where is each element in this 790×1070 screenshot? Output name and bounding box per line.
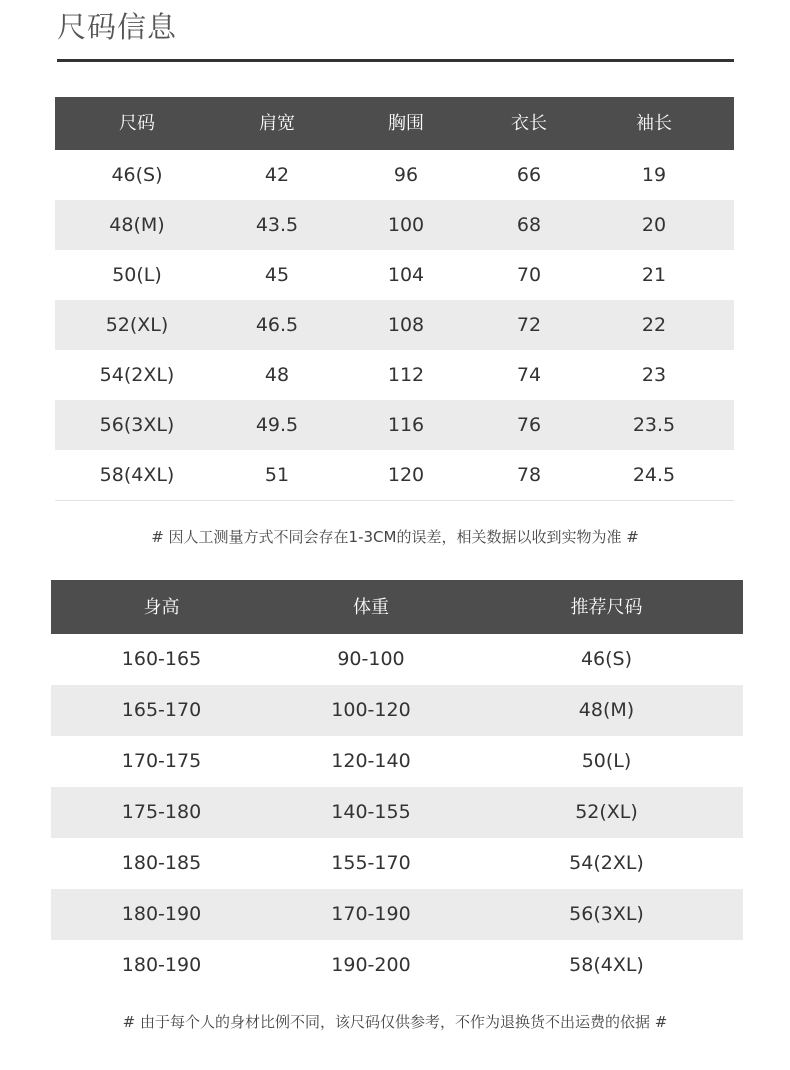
table-cell: 58(4XL) (99, 464, 175, 486)
table-cell: 120-140 (331, 750, 411, 772)
table-cell: 54(2XL) (569, 852, 644, 874)
table-cell: 120 (387, 464, 425, 486)
table-cell: 48(M) (109, 214, 165, 236)
table-cell: 76 (516, 414, 542, 436)
table-cell: 49.5 (255, 414, 299, 436)
recommend-table-header (51, 580, 743, 634)
table-row (51, 685, 743, 736)
header-cell-size: 尺码 (119, 112, 155, 134)
table-cell: 56(3XL) (99, 414, 175, 436)
table-cell: 155-170 (331, 852, 411, 874)
table-cell: 58(4XL) (569, 954, 644, 976)
table-cell: 190-200 (331, 954, 411, 976)
header-cell-recommended-size: 推荐尺码 (570, 596, 643, 618)
table-cell: 180-185 (121, 852, 202, 874)
table-row (55, 200, 734, 250)
table-row (51, 736, 743, 787)
table-cell: 23.5 (632, 414, 676, 436)
table-cell: 112 (387, 364, 425, 386)
table-row (51, 787, 743, 838)
header-cell-length: 衣长 (511, 112, 547, 134)
table-cell: 56(3XL) (569, 903, 644, 925)
table-cell: 52(XL) (575, 801, 638, 823)
table-row (55, 150, 734, 200)
table-cell: 100-120 (331, 699, 411, 721)
table-row (51, 634, 743, 685)
title-divider (57, 59, 734, 62)
table-cell: 48(M) (578, 699, 635, 721)
table-cell: 72 (516, 314, 542, 336)
table-cell: 51 (264, 464, 290, 486)
table-bottom-border (55, 500, 734, 501)
table-cell: 78 (516, 464, 542, 486)
reference-disclaimer-note: # 由于每个人的身材比例不同，该尺码仅供参考，不作为退换货不出运费的依据 # (122, 1013, 668, 1031)
table-cell: 22 (641, 314, 667, 336)
table-row (55, 450, 734, 500)
table-row (55, 400, 734, 450)
table-cell: 54(2XL) (99, 364, 175, 386)
table-cell: 116 (387, 414, 425, 436)
table-cell: 66 (516, 164, 542, 186)
table-cell: 104 (387, 264, 425, 286)
table-row (51, 889, 743, 940)
size-recommendation-table (51, 580, 743, 991)
table-cell: 50(L) (581, 750, 632, 772)
table-cell: 19 (641, 164, 667, 186)
table-cell: 90-100 (337, 648, 405, 670)
table-row (55, 250, 734, 300)
table-cell: 170-175 (121, 750, 202, 772)
table-cell: 70 (516, 264, 542, 286)
table-cell: 46(S) (580, 648, 633, 670)
size-table-header (55, 97, 734, 150)
header-cell-chest: 胸围 (388, 112, 424, 134)
table-cell: 170-190 (331, 903, 411, 925)
table-cell: 23 (641, 364, 667, 386)
table-cell: 140-155 (331, 801, 411, 823)
table-cell: 45 (264, 264, 290, 286)
table-cell: 42 (264, 164, 290, 186)
table-cell: 100 (387, 214, 425, 236)
table-cell: 52(XL) (105, 314, 169, 336)
header-cell-shoulder: 肩宽 (259, 112, 295, 134)
page-title: 尺码信息 (57, 10, 178, 44)
table-cell: 96 (393, 164, 419, 186)
table-row (51, 838, 743, 889)
table-cell: 68 (516, 214, 542, 236)
table-row (51, 940, 743, 991)
table-cell: 21 (641, 264, 667, 286)
header-cell-sleeve: 袖长 (636, 112, 672, 134)
table-cell: 24.5 (632, 464, 676, 486)
table-row (55, 350, 734, 400)
table-row (55, 300, 734, 350)
table-cell: 43.5 (255, 214, 299, 236)
table-cell: 74 (516, 364, 542, 386)
table-cell: 160-165 (121, 648, 202, 670)
header-cell-weight: 体重 (353, 596, 389, 618)
table-cell: 108 (387, 314, 425, 336)
size-chart-table (55, 97, 734, 501)
measurement-note: # 因人工测量方式不同会存在1-3CM的误差，相关数据以收到实物为准 # (151, 528, 639, 546)
table-cell: 50(L) (112, 264, 162, 286)
table-cell: 180-190 (121, 954, 202, 976)
table-cell: 20 (641, 214, 667, 236)
header-cell-height: 身高 (143, 596, 180, 618)
table-cell: 48 (264, 364, 290, 386)
table-cell: 175-180 (121, 801, 202, 823)
table-cell: 180-190 (121, 903, 202, 925)
table-cell: 46(S) (111, 164, 163, 186)
table-cell: 46.5 (255, 314, 299, 336)
table-cell: 165-170 (121, 699, 202, 721)
